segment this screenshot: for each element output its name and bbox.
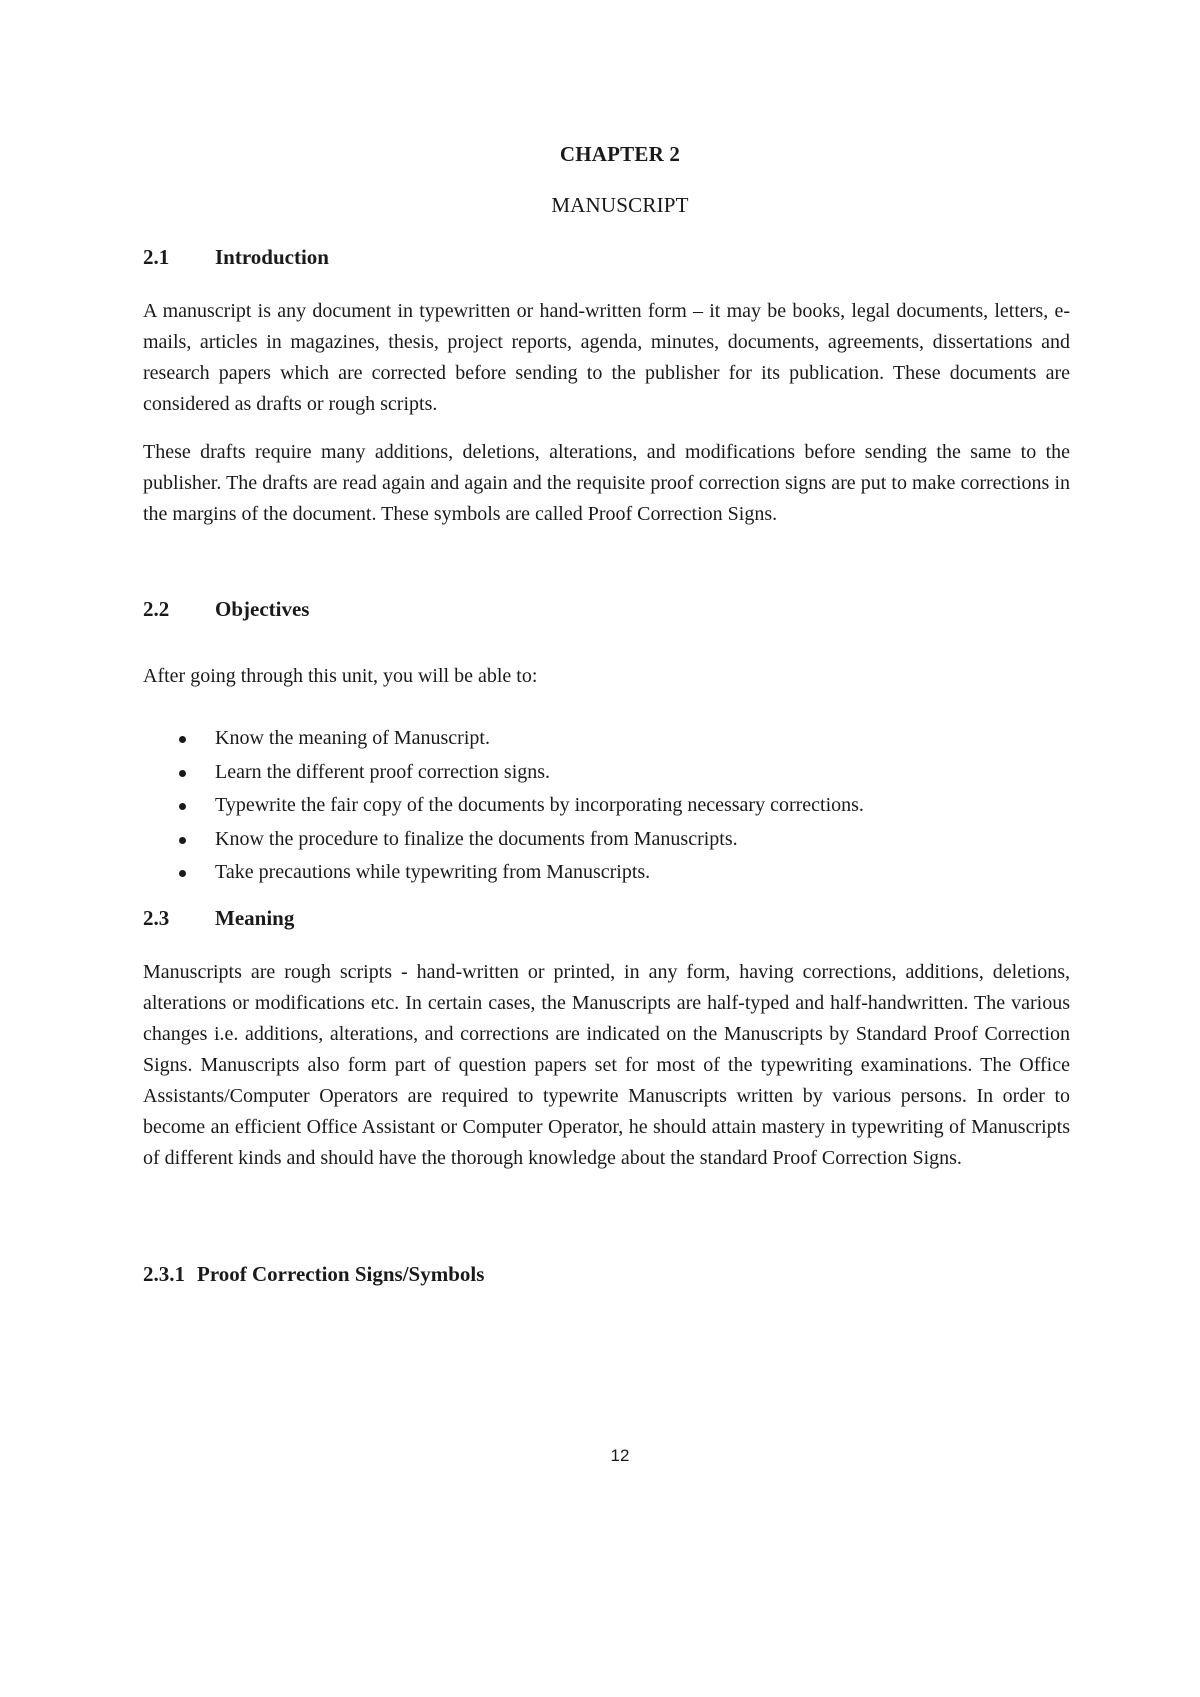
list-item: Typewrite the fair copy of the documents by incorporating necessary corrections. bbox=[143, 789, 1070, 823]
section-title: Proof Correction Signs/Symbols bbox=[197, 1262, 485, 1286]
bullet-icon bbox=[179, 870, 186, 877]
page-number: 12 bbox=[610, 1446, 630, 1465]
bullet-icon bbox=[179, 803, 186, 810]
section-number: 2.1 bbox=[143, 245, 170, 269]
list-item: Know the procedure to finalize the documents from Manuscripts. bbox=[143, 823, 1070, 857]
list-item: Learn the different proof correction signs. bbox=[143, 756, 1070, 790]
bullet-icon bbox=[179, 736, 186, 743]
section-number: 2.3.1 bbox=[143, 1262, 185, 1286]
chapter-number: CHAPTER 2 bbox=[559, 142, 681, 166]
bullet-icon bbox=[179, 837, 186, 844]
list-item: Take precautions while typewriting from Manuscripts. bbox=[143, 856, 1070, 890]
section-title: Objectives bbox=[215, 597, 310, 621]
intro-paragraph-2: These drafts require many additions, deletions, alterations, and modifications before sending the same to the publisher. The drafts are read again and again and the requisite proof correction signs are put to make corrections in the margins of the document. These symbols are called Proof Correction Signs. bbox=[143, 441, 1070, 525]
bullet-icon bbox=[179, 770, 186, 777]
meaning-paragraph: Manuscripts are rough scripts - hand-written or printed, in any form, having corrections, additions, deletions, alterations or modifications etc. In certain cases, the Manuscripts are half-typed and half-handwritten. The various changes i.e. additions, alterations, and corrections are indicated on the Manuscripts by Standard Proof Correction Signs. Manuscripts also form part of question papers set for most of the typewriting examinations. The Office Assistants/Computer Operators are required to typewrite Manuscripts written by various persons. In order to become an efficient Office Assistant or Computer Operator, he should attain mastery in typewriting of Manuscripts of different kinds and should have the thorough knowledge about the standard Proof Correction Signs. bbox=[143, 961, 1070, 1169]
objectives-list bbox=[143, 722, 1070, 890]
intro-paragraph-1: A manuscript is any document in typewritten or hand-written form – it may be books, legal documents, letters, e-mails, articles in magazines, thesis, project reports, agenda, minutes, documents, agreements, dissertations and research papers which are corrected before sending to the publisher for its publication. These documents are considered as drafts or rough scripts. bbox=[143, 300, 1070, 415]
section-heading-objectives bbox=[143, 597, 309, 622]
section-heading-meaning bbox=[143, 906, 294, 931]
section-heading-proof-correction-signs bbox=[143, 1262, 484, 1287]
objectives-lead: After going through this unit, you will be able to: bbox=[143, 665, 538, 687]
list-item: Know the meaning of Manuscript. bbox=[143, 722, 1070, 756]
chapter-title: MANUSCRIPT bbox=[551, 193, 689, 217]
section-title: Meaning bbox=[215, 906, 295, 930]
section-number: 2.2 bbox=[143, 597, 170, 621]
section-heading-introduction bbox=[143, 245, 329, 270]
section-title: Introduction bbox=[215, 245, 329, 269]
section-number: 2.3 bbox=[143, 906, 170, 930]
